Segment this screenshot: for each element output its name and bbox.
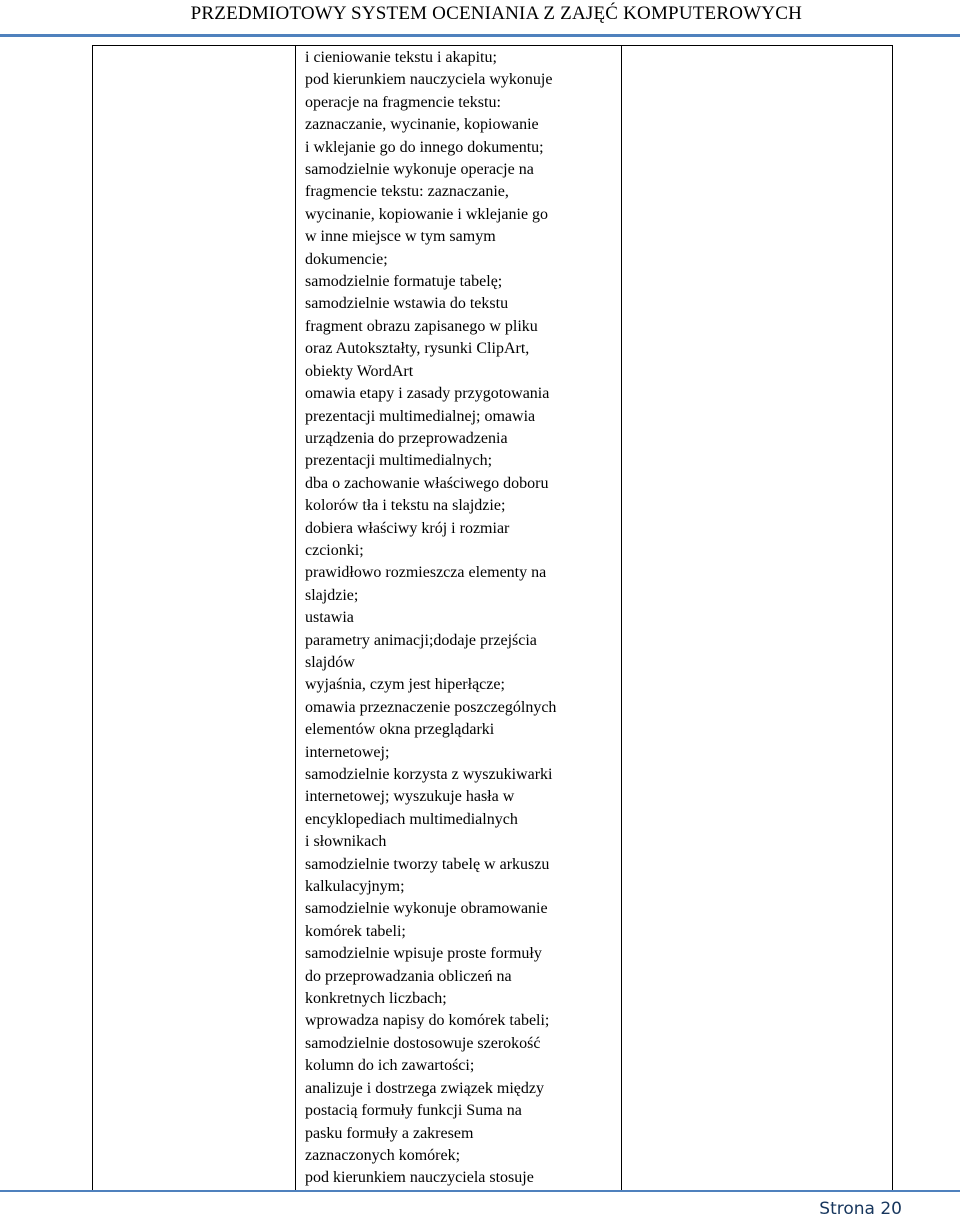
criteria-line: i wklejanie go do innego dokumentu; xyxy=(305,138,544,156)
page-header xyxy=(0,0,960,40)
criteria-line: dobiera właściwy krój i rozmiar xyxy=(305,519,510,537)
criteria-line: omawia przeznaczenie poszczególnych xyxy=(305,698,557,716)
criteria-line: kolorów tła i tekstu na slajdzie; xyxy=(305,497,506,515)
criteria-list xyxy=(296,46,621,1190)
criteria-line: slajdzie; xyxy=(305,586,359,604)
criteria-line: i cieniowanie tekstu i akapitu; xyxy=(305,49,497,66)
criteria-line: fragment obrazu zapisanego w pliku xyxy=(305,317,538,335)
criteria-line: dba o zachowanie właściwego doboru xyxy=(305,474,549,492)
criteria-line: dokumencie; xyxy=(305,250,388,268)
document-title: PRZEDMIOTOWY SYSTEM OCENIANIA Z ZAJĘĆ KOMPUTEROWYCH xyxy=(190,3,802,24)
right-cell xyxy=(622,46,893,1191)
criteria-line: postacią formuły funkcji Suma na xyxy=(305,1102,522,1120)
criteria-line: encyklopediach multimedialnych xyxy=(305,810,518,828)
criteria-line: prezentacji multimedialnych; xyxy=(305,452,493,470)
criteria-line: samodzielnie korzysta z wyszukiwarki xyxy=(305,766,553,783)
criteria-line: w inne miejsce w tym samym xyxy=(305,228,496,246)
criteria-line: samodzielnie formatuje tabelę; xyxy=(305,273,503,291)
criteria-line: wprowadza napisy do komórek tabeli; xyxy=(305,1012,550,1030)
criteria-line: samodzielnie wykonuje obramowanie xyxy=(305,900,548,918)
page-number: Strona 20 xyxy=(819,1199,902,1219)
criteria-line: wyjaśnia, czym jest hiperłącze; xyxy=(305,676,505,694)
criteria-line: urządzenia do przeprowadzenia xyxy=(305,429,508,447)
criteria-line: samodzielnie wstawia do tekstu xyxy=(305,295,509,313)
criteria-line: slajdów xyxy=(305,653,355,671)
criteria-line: samodzielnie wykonuje operacje na xyxy=(305,161,534,179)
criteria-line: zaznaczanie, wycinanie, kopiowanie xyxy=(305,116,539,134)
header-rule xyxy=(0,34,960,37)
criteria-line: samodzielnie dostosowuje szerokość xyxy=(305,1034,541,1052)
grading-criteria-table xyxy=(92,45,893,1191)
criteria-line: elementów okna przeglądarki xyxy=(305,721,495,739)
criteria-line: komórek tabeli; xyxy=(305,922,406,940)
criteria-line: prezentacji multimedialnej; omawia xyxy=(305,407,536,425)
left-cell xyxy=(93,46,296,1191)
criteria-line: internetowej; wyszukuje hasła w xyxy=(305,788,515,806)
criteria-line: fragmencie tekstu: zaznaczanie, xyxy=(305,183,509,201)
criteria-line: konkretnych liczbach; xyxy=(305,990,447,1008)
criteria-line: samodzielnie wpisuje proste formuły xyxy=(305,945,542,963)
criteria-line: kalkulacyjnym; xyxy=(305,878,405,896)
footer-rule xyxy=(0,1190,960,1192)
criteria-line: czcionki; xyxy=(305,541,364,559)
criteria-line: wycinanie, kopiowanie i wklejanie go xyxy=(305,205,549,223)
page-footer xyxy=(0,1190,960,1221)
criteria-line: pod kierunkiem nauczyciela wykonuje xyxy=(305,71,553,89)
criteria-line: oraz Autokształty, rysunki ClipArt, xyxy=(305,340,530,358)
criteria-line: omawia etapy i zasady przygotowania xyxy=(305,385,550,403)
criteria-line: operacje na fragmencie tekstu: xyxy=(305,93,501,111)
criteria-line: internetowej; xyxy=(305,743,390,761)
criteria-line: pod kierunkiem nauczyciela stosuje xyxy=(305,1169,534,1187)
criteria-line: analizuje i dostrzega związek między xyxy=(305,1079,544,1097)
criteria-line: zaznaczonych komórek; xyxy=(305,1146,461,1164)
criteria-line: prawidłowo rozmieszcza elementy na xyxy=(305,564,547,582)
criteria-line: parametry animacji;dodaje przejścia xyxy=(305,631,537,649)
criteria-cell xyxy=(296,46,622,1191)
criteria-line: ustawia xyxy=(305,609,354,627)
criteria-line: obiekty WordArt xyxy=(305,362,414,380)
criteria-line: kolumn do ich zawartości; xyxy=(305,1057,475,1075)
criteria-line: samodzielnie tworzy tabelę w arkuszu xyxy=(305,855,550,873)
criteria-line: i słownikach xyxy=(305,833,387,851)
criteria-line: do przeprowadzania obliczeń na xyxy=(305,967,512,985)
table-row xyxy=(93,46,893,1191)
criteria-line: pasku formuły a zakresem xyxy=(305,1124,474,1142)
